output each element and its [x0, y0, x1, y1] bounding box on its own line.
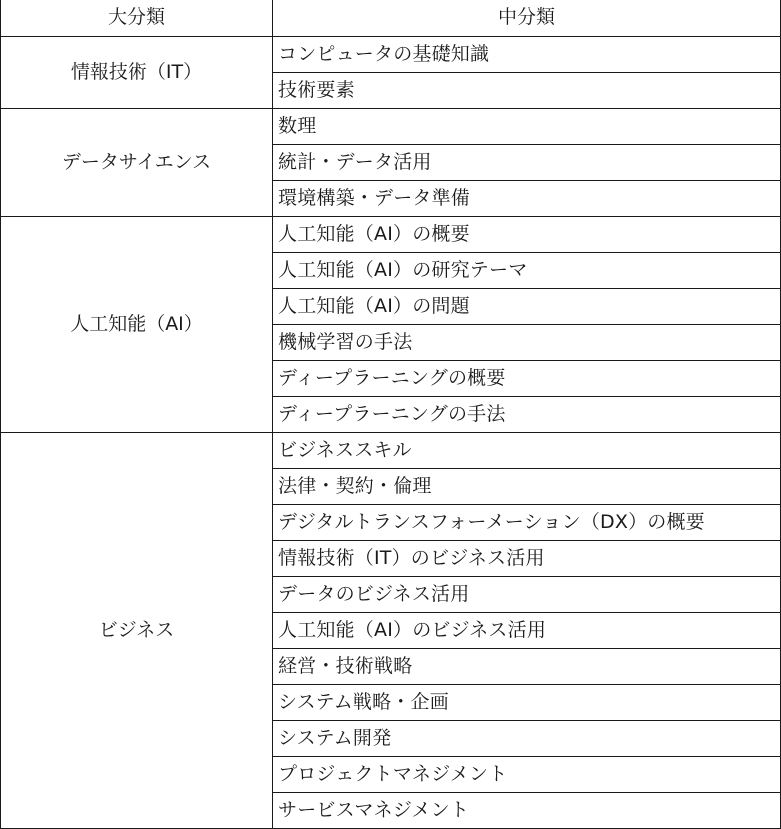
major-category-data-science: データサイエンス — [1, 108, 273, 216]
minor-category: 機械学習の手法 — [273, 324, 781, 360]
minor-category: 数理 — [273, 108, 781, 144]
minor-category: 情報技術（IT）のビジネス活用 — [273, 540, 781, 576]
minor-category: ディープラーニングの概要 — [273, 360, 781, 396]
minor-category: 人工知能（AI）の概要 — [273, 216, 781, 252]
minor-category: 法律・契約・倫理 — [273, 468, 781, 504]
minor-category: 人工知能（AI）の問題 — [273, 288, 781, 324]
major-category-business: ビジネス — [1, 432, 273, 828]
minor-category: ディープラーニングの手法 — [273, 396, 781, 432]
minor-category: 統計・データ活用 — [273, 144, 781, 180]
minor-category: 経営・技術戦略 — [273, 648, 781, 684]
minor-category: 技術要素 — [273, 72, 781, 108]
minor-category: 人工知能（AI）のビジネス活用 — [273, 612, 781, 648]
header-major: 大分類 — [1, 0, 273, 36]
minor-category: デジタルトランスフォーメーション（DX）の概要 — [273, 504, 781, 540]
header-minor: 中分類 — [273, 0, 781, 36]
major-category-ai: 人工知能（AI） — [1, 216, 273, 432]
minor-category: 人工知能（AI）の研究テーマ — [273, 252, 781, 288]
minor-category: サービスマネジメント — [273, 792, 781, 828]
minor-category: コンピュータの基礎知識 — [273, 36, 781, 72]
minor-category: ビジネススキル — [273, 432, 781, 468]
table-row — [1, 36, 781, 72]
header-row — [1, 0, 781, 36]
table-row — [1, 108, 781, 144]
table-row — [1, 216, 781, 252]
minor-category: プロジェクトマネジメント — [273, 756, 781, 792]
minor-category: システム戦略・企画 — [273, 684, 781, 720]
minor-category: データのビジネス活用 — [273, 576, 781, 612]
minor-category: 環境構築・データ準備 — [273, 180, 781, 216]
minor-category: システム開発 — [273, 720, 781, 756]
major-category-it: 情報技術（IT） — [1, 36, 273, 108]
table-row — [1, 432, 781, 468]
